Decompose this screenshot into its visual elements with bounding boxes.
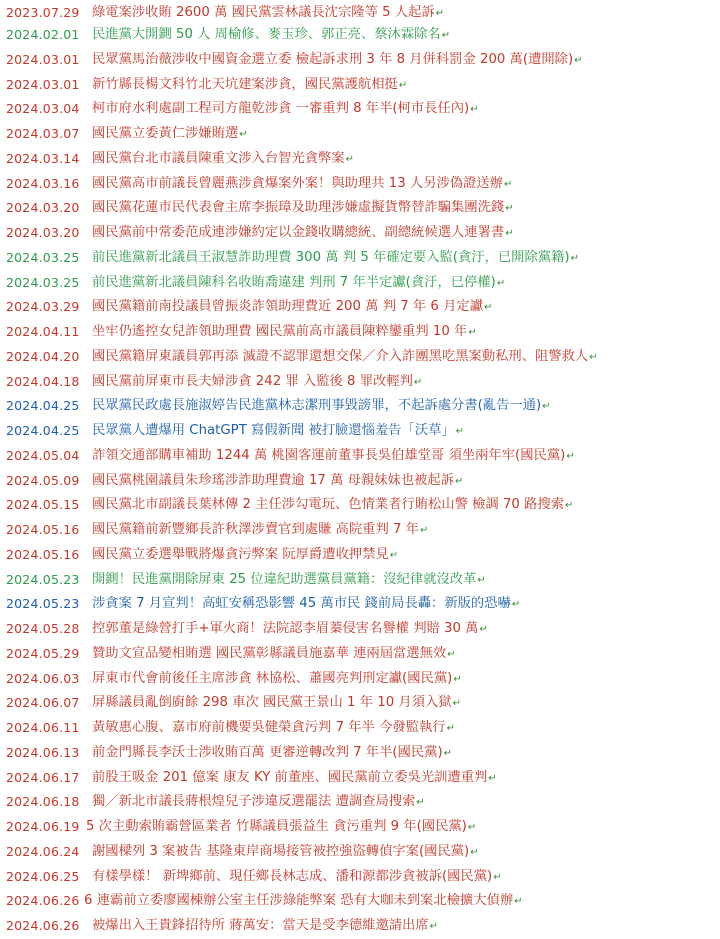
entry-date: 2024.04.25: [6, 398, 80, 413]
paragraph-mark-icon: ↵: [239, 129, 248, 140]
list-item: [0, 740, 720, 766]
entry-text: 國民黨立委黃仁涉嫌賄選↵: [92, 126, 248, 141]
paragraph-mark-icon: ↵: [447, 649, 456, 660]
paragraph-mark-icon: ↵: [514, 896, 523, 907]
list-item: [0, 641, 720, 667]
entry-text: 國民黨台北市議員陳重文涉入台智光貪弊案↵: [92, 151, 355, 166]
entry-text: 贊助文宣品變相賄選 國民黨彰縣議員施嘉華 連兩屆當選無效↵: [92, 646, 456, 661]
entry-text: 6 連霸前立委廖國棟辦公室主任涉綠能弊案 恐有大咖未到案北檢擴大偵辦↵: [84, 893, 523, 908]
list-item: [0, 270, 720, 296]
list-item: [0, 616, 720, 642]
entry-date: 2024.06.26: [6, 918, 80, 933]
entry-text: 黃敏惠心腹、嘉市府前機要吳健榮貪污判 7 年半 今發監執行↵: [92, 720, 455, 735]
entry-date: 2024.02.01: [6, 27, 80, 42]
paragraph-mark-icon: ↵: [493, 872, 502, 883]
entry-date: 2024.05.23: [6, 572, 80, 587]
entry-date: 2024.03.20: [6, 225, 80, 240]
paragraph-mark-icon: ↵: [416, 797, 425, 808]
paragraph-mark-icon: ↵: [443, 748, 453, 759]
entry-text: 獨／新北市議長蔣根煌兒子涉違反選罷法 遭調查局搜索↵: [92, 794, 425, 809]
entry-text: 前民進黨新北議員陳科名收賄喬違建 判刑 7 年半定讞(貪汙，已停權)↵: [92, 275, 506, 290]
entry-text: 民眾黨人遭爆用 ChatGPT 寫假新聞 被打臉還惱羞告「沃草」↵: [92, 423, 465, 438]
entry-text: 坐牢仍遙控女兒詐領助理費 國民黨前高市議員陳粹鑾重判 10 年↵: [92, 324, 477, 339]
entry-text: 國民黨籍前南投議員曾振炎詐領助理費近 200 萬 判 7 年 6 月定讞↵: [92, 299, 493, 314]
entry-text: 國民黨北市副議長葉林傳 2 主任涉勾電玩、色情業者行賄松山警 檢調 70 路搜索↵: [92, 497, 574, 512]
list-item: [0, 913, 720, 939]
list-item: [0, 96, 720, 122]
list-item: [0, 171, 720, 197]
paragraph-mark-icon: ↵: [455, 426, 465, 437]
entry-text: 前股王吸金 201 億案 康友 KY 前董座、國民黨前立委吳光訓遭重判↵: [92, 770, 497, 785]
entry-date: 2024.03.04: [6, 101, 80, 116]
paragraph-mark-icon: ↵: [446, 723, 455, 734]
paragraph-mark-icon: ↵: [511, 599, 521, 610]
entry-text: 前金門縣長李沃士涉收賄百萬 更審逆轉改判 7 年半(國民黨)↵: [92, 745, 453, 760]
list-item: [0, 888, 720, 914]
entry-date: 2024.06.13: [6, 745, 80, 760]
entry-date: 2024.05.15: [6, 497, 80, 512]
entry-text: 國民黨籍屏東議員郭再添 滅證不認罪還想交保／介入詐團黑吃黑案動私刑、阻警救人↵: [92, 349, 598, 364]
paragraph-mark-icon: ↵: [470, 104, 479, 115]
paragraph-mark-icon: ↵: [503, 179, 513, 190]
entry-text: 國民黨花蓮市民代表會主席李振璋及助理涉嫌虛擬貨幣替詐騙集團洗錢↵: [92, 200, 514, 215]
paragraph-mark-icon: ↵: [470, 847, 479, 858]
paragraph-mark-icon: ↵: [413, 377, 423, 388]
entry-date: 2024.04.20: [6, 349, 80, 364]
entry-date: 2024.05.09: [6, 473, 80, 488]
entry-text: 柯市府水利處副工程司方龍乾涉貪 一審重判 8 年半(柯市長任內)↵: [92, 101, 479, 116]
list-item: [0, 72, 720, 98]
entry-date: 2023.07.29: [6, 5, 80, 20]
entry-text: 控郭董是綠營打手+軍火商！法院認李眉蓁侵害名譽權 判賠 30 萬↵: [92, 621, 488, 636]
entry-date: 2024.03.25: [6, 250, 80, 265]
entry-date: 2024.06.26: [6, 893, 80, 908]
entry-date: 2024.05.04: [6, 448, 80, 463]
list-item: [0, 121, 720, 147]
list-item: [0, 195, 720, 221]
entry-date: 2024.06.17: [6, 770, 80, 785]
entry-date: 2024.05.29: [6, 646, 80, 661]
entry-date: 2024.03.01: [6, 52, 80, 67]
entry-date: 2024.03.20: [6, 200, 80, 215]
entry-text: 有樣學樣！ 新埤鄉前、現任鄉長林志成、潘和源都涉貪被訴(國民黨)↵: [92, 869, 502, 884]
paragraph-mark-icon: ↵: [345, 154, 355, 165]
list-item: [0, 146, 720, 172]
entry-text: 國民黨前中常委范成連涉嫌約定以金錢收購總統、副總統候選人連署書↵: [92, 225, 514, 240]
entry-text: 5 次主動索賄霸營區業者 竹縣議員張益生 貪污重判 9 年(國民黨)↵: [86, 819, 477, 834]
list-item: [0, 344, 720, 370]
list-item: [0, 468, 720, 494]
entry-date: 2024.06.19: [6, 819, 80, 834]
paragraph-mark-icon: ↵: [488, 773, 497, 784]
paragraph-mark-icon: ↵: [419, 525, 429, 536]
list-item: [0, 567, 720, 593]
entry-text: 被爆出入王貴鋒招待所 蔣萬安：當天是受李德維邀請出席↵: [92, 918, 439, 933]
list-item: [0, 319, 720, 345]
entry-date: 2024.03.25: [6, 275, 80, 290]
paragraph-mark-icon: ↵: [505, 228, 514, 239]
list-item: [0, 517, 720, 543]
paragraph-mark-icon: ↵: [452, 698, 461, 709]
entry-date: 2024.05.28: [6, 621, 80, 636]
list-item: [0, 690, 720, 716]
entry-text: 國民黨高市前議長曾麗燕涉貪爆案外案！與助理共 13 人另涉偽證送辦↵: [92, 176, 513, 191]
paragraph-mark-icon: ↵: [441, 30, 451, 41]
paragraph-mark-icon: ↵: [467, 822, 477, 833]
entry-date: 2024.05.16: [6, 522, 80, 537]
entry-text: 國民黨立委選舉戰將爆貪污弊案 阮厚爵遭收押禁見↵: [92, 547, 399, 562]
entry-text: 前民進黨新北議員王淑慧詐助理費 300 萬 判 5 年確定要入監(貪汙，已開除黨籍)↵: [92, 250, 579, 265]
list-item: [0, 864, 720, 890]
paragraph-mark-icon: ↵: [479, 624, 488, 635]
paragraph-mark-icon: ↵: [542, 401, 551, 412]
paragraph-mark-icon: ↵: [389, 550, 399, 561]
paragraph-mark-icon: ↵: [574, 55, 583, 66]
list-item: [0, 814, 720, 840]
entry-text: 涉貪案 7 月宣判！高虹安稱恐影響 45 萬市民 錢前局長轟：新版的恐嚇↵: [92, 596, 521, 611]
entry-date: 2024.06.18: [6, 794, 80, 809]
paragraph-mark-icon: ↵: [398, 80, 408, 91]
paragraph-mark-icon: ↵: [453, 674, 462, 685]
list-item: [0, 492, 720, 518]
paragraph-mark-icon: ↵: [570, 253, 579, 264]
list-item: [0, 245, 720, 271]
entry-text: 國民黨籍前新豐鄉長許秋澤涉賣官到處賺 高院重判 7 年↵: [92, 522, 429, 537]
list-item: [0, 443, 720, 469]
entry-text: 謝國樑列 3 案被告 基隆東岸商場接管被控強盜轉偵字案(國民黨)↵: [92, 844, 479, 859]
paragraph-mark-icon: ↵: [565, 500, 574, 511]
entry-date: 2024.06.25: [6, 869, 80, 884]
entry-text: 民眾黨馬治薇涉收中國資金選立委 檢起訴求刑 3 年 8 月併科罰金 200 萬(遭開除)↵: [92, 52, 583, 67]
paragraph-mark-icon: ↵: [484, 302, 493, 313]
entry-date: 2024.04.25: [6, 423, 80, 438]
entry-date: 2024.04.11: [6, 324, 80, 339]
entry-date: 2024.03.01: [6, 77, 80, 92]
paragraph-mark-icon: ↵: [589, 352, 598, 363]
entry-text: 屏東市代會前後任主席涉貪 林協松、蕭國亮判刑定讞(國民黨)↵: [92, 671, 462, 686]
list-item: [0, 369, 720, 395]
list-item: [0, 839, 720, 865]
entry-date: 2024.06.07: [6, 695, 80, 710]
entry-text: 新竹縣長楊文科竹北天坑建案涉貪，國民黨護航相挺↵: [92, 77, 408, 92]
paragraph-mark-icon: ↵: [468, 327, 477, 338]
list-item: [0, 47, 720, 73]
paragraph-mark-icon: ↵: [496, 278, 506, 289]
paragraph-mark-icon: ↵: [435, 8, 445, 19]
list-item: [0, 542, 720, 568]
paragraph-mark-icon: ↵: [477, 575, 486, 586]
entry-text: 國民黨桃園議員朱珍瑤涉詐助理費逾 17 萬 母親妹妹也被起訴↵: [92, 473, 464, 488]
entry-date: 2024.03.29: [6, 299, 80, 314]
entry-date: 2024.05.16: [6, 547, 80, 562]
entry-date: 2024.03.07: [6, 126, 80, 141]
list-item: [0, 666, 720, 692]
list-item: [0, 393, 720, 419]
entry-text: 民眾黨民政處長施淑婷告民進黨林志潔刑事毀謗罪，不起訴處分書(亂告一通)↵: [92, 398, 551, 413]
entry-text: 國民黨前屏東市長夫婦涉貪 242 罪 入監後 8 罪改輕判↵: [92, 374, 423, 389]
list-item: [0, 294, 720, 320]
entry-text: 屏縣議員亂倒廚餘 298 車次 國民黨王景山 1 年 10 月須入獄↵: [92, 695, 461, 710]
entry-date: 2024.06.24: [6, 844, 80, 859]
list-item: [0, 765, 720, 791]
list-item: [0, 220, 720, 246]
entry-text: 詐領交通部購車補助 1244 萬 桃園客運前董事長吳伯雄堂哥 須坐兩年牢(國民黨)↵: [92, 448, 575, 463]
entry-text: 民進黨大開鍘 50 人 周榆修、麥玉珍、郭正亮、蔡沐霖除名↵: [92, 27, 451, 42]
entry-date: 2024.06.03: [6, 671, 80, 686]
list-item: [0, 591, 720, 617]
list-item: [0, 715, 720, 741]
paragraph-mark-icon: ↵: [429, 921, 439, 932]
entry-date: 2024.03.14: [6, 151, 80, 166]
list-item: [0, 418, 720, 444]
paragraph-mark-icon: ↵: [455, 476, 464, 487]
entry-date: 2024.05.23: [6, 596, 80, 611]
entry-date: 2024.04.18: [6, 374, 80, 389]
paragraph-mark-icon: ↵: [505, 203, 514, 214]
list-item: [0, 789, 720, 815]
list-item: [0, 22, 720, 48]
paragraph-mark-icon: ↵: [566, 451, 575, 462]
entry-date: 2024.03.16: [6, 176, 80, 191]
entry-text: 開鍘！民進黨開除屏東 25 位違紀助選黨員黨籍：沒紀律就沒改革↵: [92, 572, 486, 587]
entry-text: 綠電案涉收賄 2600 萬 國民黨雲林議長沈宗隆等 5 人起訴↵: [92, 5, 445, 20]
entry-date: 2024.06.11: [6, 720, 80, 735]
